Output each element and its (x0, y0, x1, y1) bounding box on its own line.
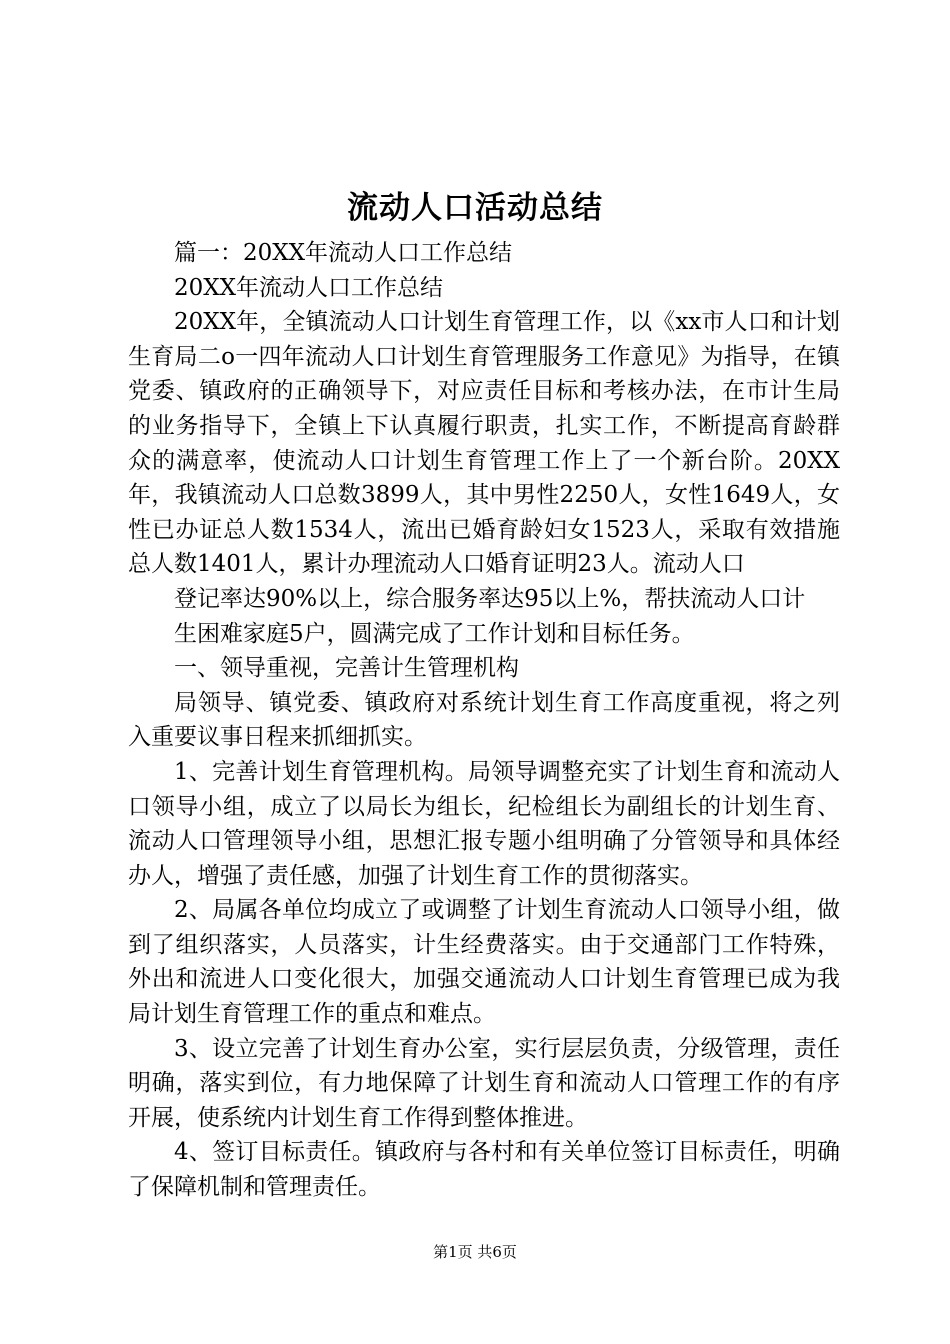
paragraph-item-1: 1、完善计划生育管理机构。局领导调整充实了计划生育和流动人口领导小组，成立了以局长为组长，纪检组长为副组长的计划生育、流动人口管理领导小组，思想汇报专题小组明确了分管领导和具体经办人，增强了责任感，加强了计划生育工作的贯彻落实。 (128, 758, 840, 889)
document-title: 流动人口活动总结 (347, 190, 603, 226)
paragraph-leadership: 局领导、镇党委、镇政府对系统计划生育工作高度重视，将之列入重要议事日程来抓细抓实。 (128, 689, 840, 751)
paragraph-registration-rate: 登记率达90%以上，综合服务率达95以上%，帮扶流动人口计 (174, 585, 806, 612)
paragraph-item-3: 3、设立完善了计划生育办公室，实行层层负责，分级管理，责任明确，落实到位，有力地保障了计划生育和流动人口管理工作的有序开展，使系统内计划生育工作得到整体推进。 (128, 1035, 840, 1131)
document-body (128, 236, 840, 1205)
page-footer: 第1页 共6页 (433, 1243, 517, 1261)
paragraph-heading-leadership: 一、领导重视，完善计生管理机构 (174, 655, 519, 682)
paragraph-assistance: 生困难家庭5户，圆满完成了工作计划和目标任务。 (174, 620, 695, 647)
paragraph-item-2: 2、局属各单位均成立了或调整了计划生育流动人口领导小组，做到了组织落实，人员落实，计生经费落实。由于交通部门工作特殊，外出和流进人口变化很大，加强交通流动人口计划生育管理已成为我局计划生育管理工作的重点和难点。 (128, 897, 840, 1028)
paragraph-section-heading: 篇一：20XX年流动人口工作总结 (174, 240, 513, 266)
paragraph-subtitle: 20XX年流动人口工作总结 (174, 274, 444, 301)
paragraph-summary: 20XX年，全镇流动人口计划生育管理工作，以《xx市人口和计划生育局二o一四年流动人口计划生育管理服务工作意见》为指导，在镇党委、镇政府的正确领导下，对应责任目标和考核办法，在市计生局的业务指导下，全镇上下认真履行职责，扎实工作，不断提高育龄群众的满意率，使流动人口计划生育管理工作上了一个新台阶。20XX年，我镇流动人口总数3899人，其中男性2250人，女性1649人，女性已办证总人数1534人，流出已婚育龄妇女1523人，采取有效措施总人数1401人，累计办理流动人口婚育证明23人。流动人口 (128, 309, 840, 578)
paragraph-item-4: 4、签订目标责任。镇政府与各村和有关单位签订目标责任，明确了保障机制和管理责任。 (128, 1139, 840, 1201)
